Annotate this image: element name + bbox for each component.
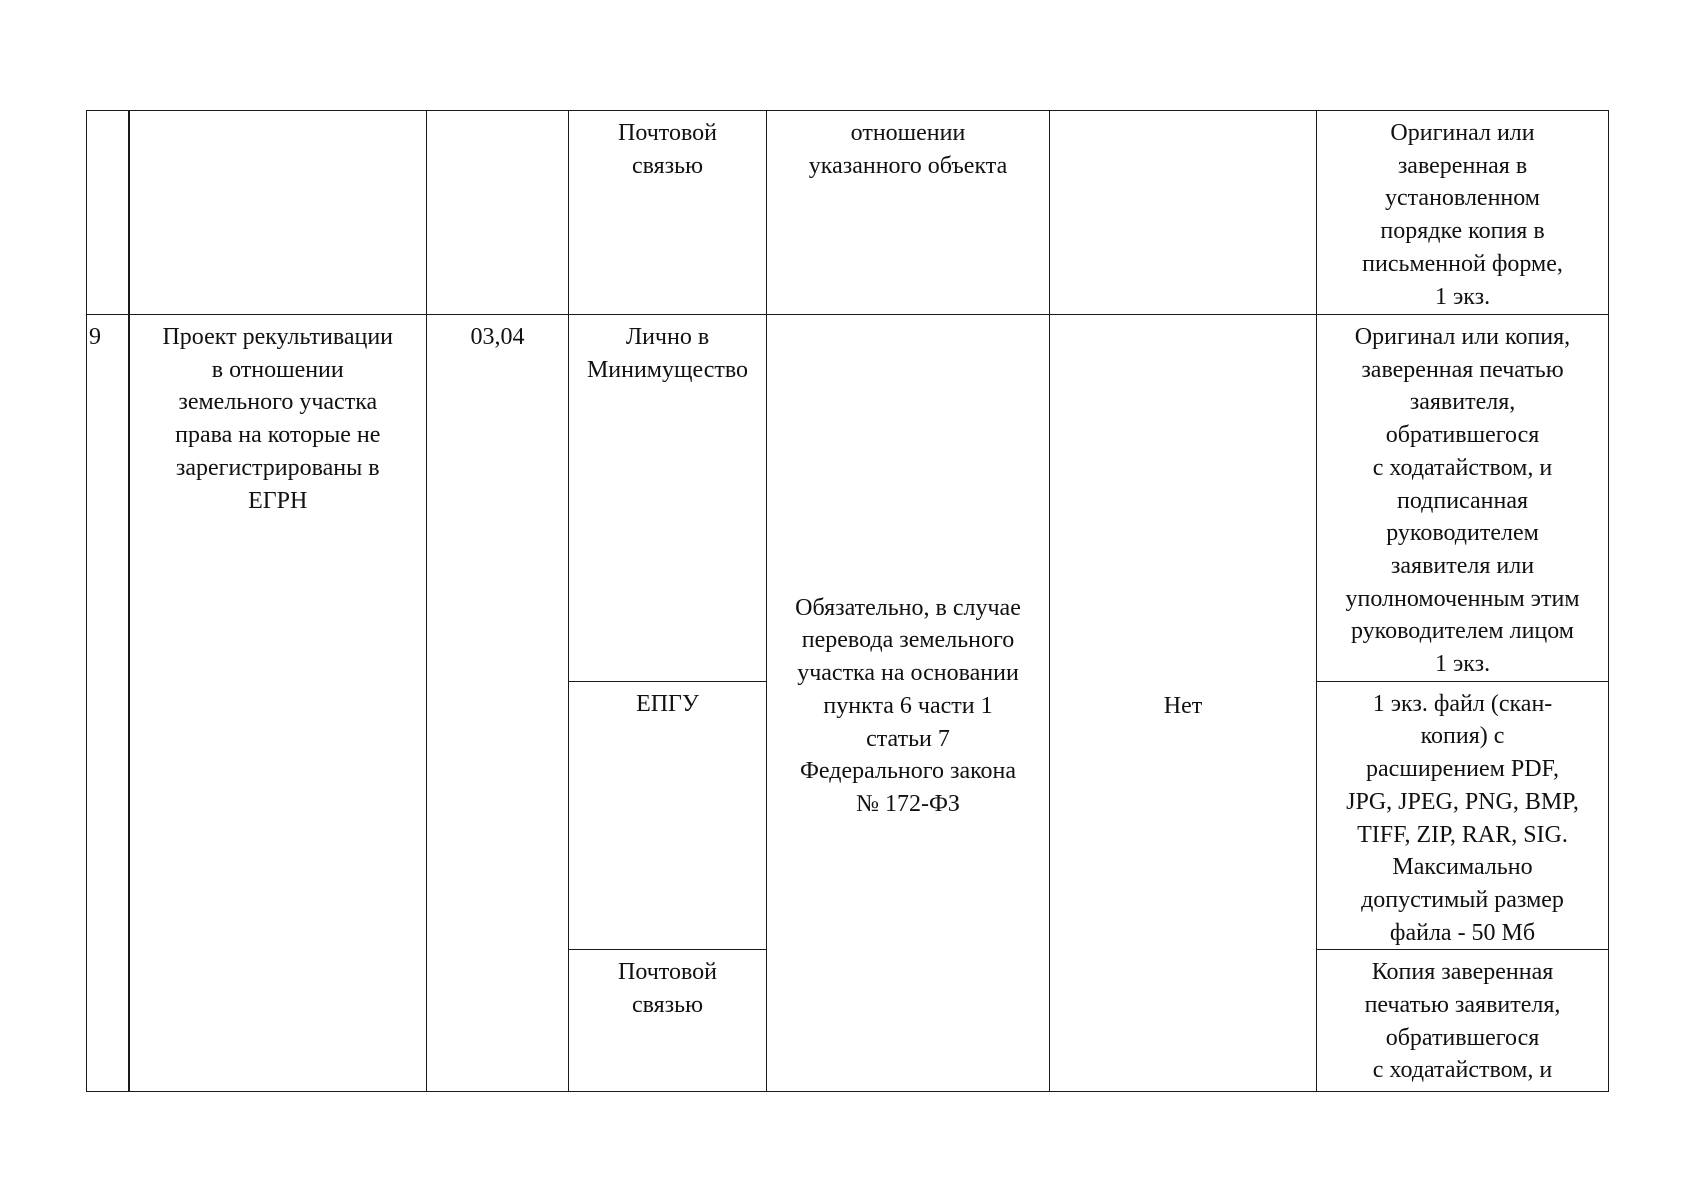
table-row (87, 315, 1609, 682)
submission-method-cell: Почтовой связью (569, 950, 767, 1092)
row-number-cell (87, 111, 129, 315)
category-codes-cell (427, 111, 569, 315)
condition-cell: отношении указанного объекта (767, 111, 1050, 315)
sample-cell (1050, 111, 1317, 315)
table-row-continuation (87, 111, 1609, 315)
submission-method-cell: Почтовой связью (569, 111, 767, 315)
document-form-cell: 1 экз. файл (скан- копия) с расширением PDF, JPG, JPEG, PNG, BMP, TIFF, ZIP, RAR, SIG. Максимально допустимый размер файла - 50 Мб (1317, 681, 1609, 950)
submission-method-cell: Лично в Минимущество (569, 315, 767, 682)
document-name-cell (129, 111, 427, 315)
document-name-cell: Проект рекультивации в отношении земельного участка права на которые не зарегистрированы в ЕГРН (129, 315, 427, 1092)
submission-method-cell: ЕПГУ (569, 681, 767, 950)
condition-cell: Обязательно, в случае перевода земельного участка на основании пункта 6 части 1 статьи 7 Федерального закона № 172-ФЗ (767, 315, 1050, 1092)
document-form-cell: Оригинал или копия, заверенная печатью заявителя, обратившегося с ходатайством, и подписанная руководителем заявителя или уполномоченным этим руководителем лицом 1 экз. (1317, 315, 1609, 682)
row-number-cell: 9 (87, 315, 129, 1092)
sample-cell: Нет (1050, 315, 1317, 1092)
document-form-cell: Копия заверенная печатью заявителя, обратившегося с ходатайством, и (1317, 950, 1609, 1092)
category-codes-cell: 03,04 (427, 315, 569, 1092)
documents-table (86, 110, 1609, 1092)
document-form-cell: Оригинал или заверенная в установленном порядке копия в письменной форме, 1 экз. (1317, 111, 1609, 315)
